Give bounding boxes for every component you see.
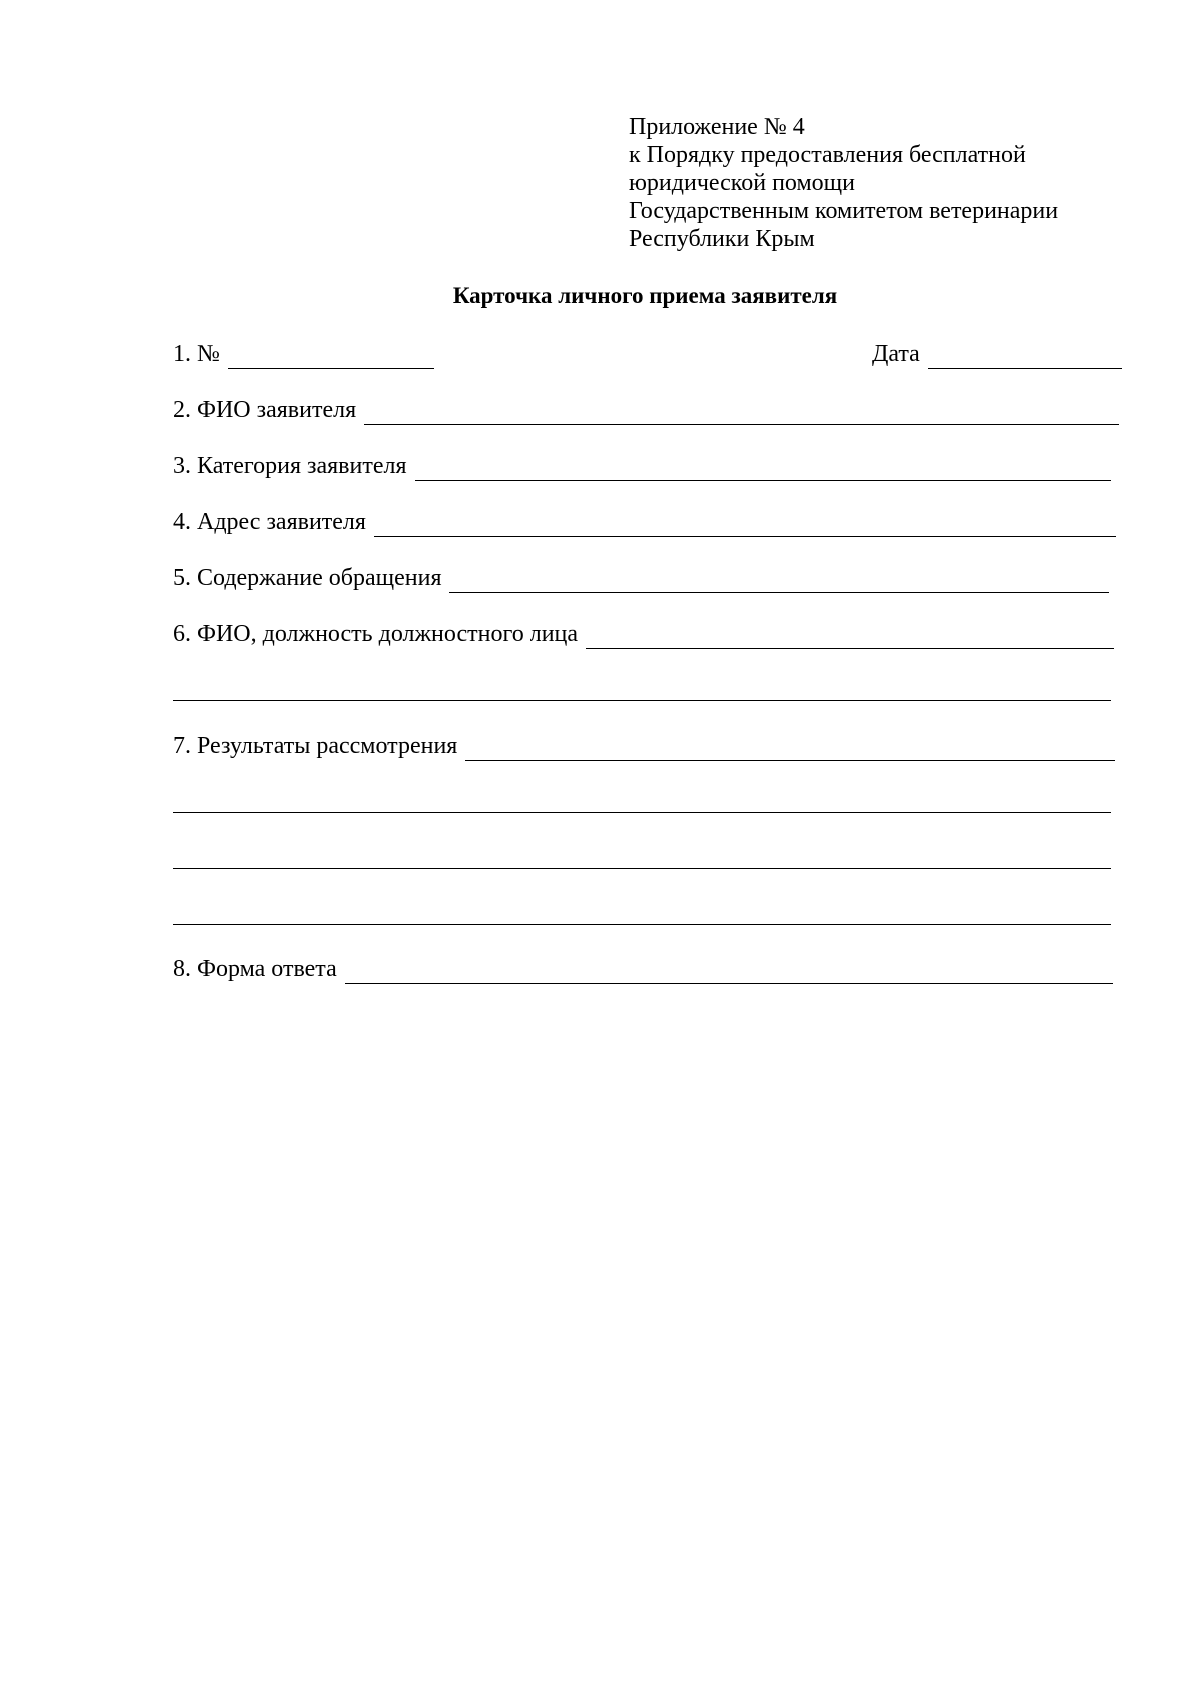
date-field bbox=[872, 339, 1122, 369]
review-results-blank-continuation[interactable] bbox=[173, 868, 1111, 869]
applicant-category-label: 3. Категория заявителя bbox=[173, 453, 407, 479]
appendix-line: Республики Крым bbox=[629, 226, 815, 252]
applicant-name-field bbox=[173, 395, 1119, 425]
request-content-blank[interactable] bbox=[449, 568, 1109, 593]
review-results-label: 7. Результаты рассмотрения bbox=[173, 733, 458, 759]
appendix-header bbox=[629, 113, 1058, 253]
number-blank[interactable] bbox=[228, 344, 434, 369]
applicant-name-label: 2. ФИО заявителя bbox=[173, 397, 357, 423]
official-label: 6. ФИО, должность должностного лица bbox=[173, 621, 579, 647]
review-results-field bbox=[173, 731, 1115, 761]
date-blank[interactable] bbox=[928, 344, 1122, 369]
appendix-line: к Порядку предоставления бесплатной bbox=[629, 142, 1026, 168]
response-form-label: 8. Форма ответа bbox=[173, 956, 337, 982]
response-form-blank[interactable] bbox=[345, 959, 1113, 984]
applicant-address-label: 4. Адрес заявителя bbox=[173, 509, 366, 535]
review-results-blank-continuation[interactable] bbox=[173, 812, 1111, 813]
applicant-name-blank[interactable] bbox=[364, 400, 1119, 425]
request-content-field bbox=[173, 563, 1109, 593]
applicant-address-blank[interactable] bbox=[374, 512, 1116, 537]
appendix-line: Приложение № 4 bbox=[629, 114, 805, 140]
applicant-address-field bbox=[173, 507, 1116, 537]
document-title: Карточка личного приема заявителя bbox=[452, 283, 838, 308]
official-blank[interactable] bbox=[586, 624, 1114, 649]
appendix-line: Государственным комитетом ветеринарии bbox=[629, 198, 1059, 224]
date-label: Дата bbox=[872, 341, 920, 367]
number-field bbox=[173, 339, 434, 369]
review-results-blank-continuation[interactable] bbox=[173, 924, 1111, 925]
number-label: 1. № bbox=[173, 341, 220, 367]
official-field bbox=[173, 619, 1114, 649]
request-content-label: 5. Содержание обращения bbox=[173, 565, 442, 591]
appendix-line: юридической помощи bbox=[629, 170, 855, 196]
applicant-category-field bbox=[173, 451, 1111, 481]
applicant-category-blank[interactable] bbox=[415, 456, 1112, 481]
official-blank-continuation[interactable] bbox=[173, 700, 1111, 701]
response-form-field bbox=[173, 954, 1113, 984]
review-results-blank[interactable] bbox=[465, 736, 1115, 761]
